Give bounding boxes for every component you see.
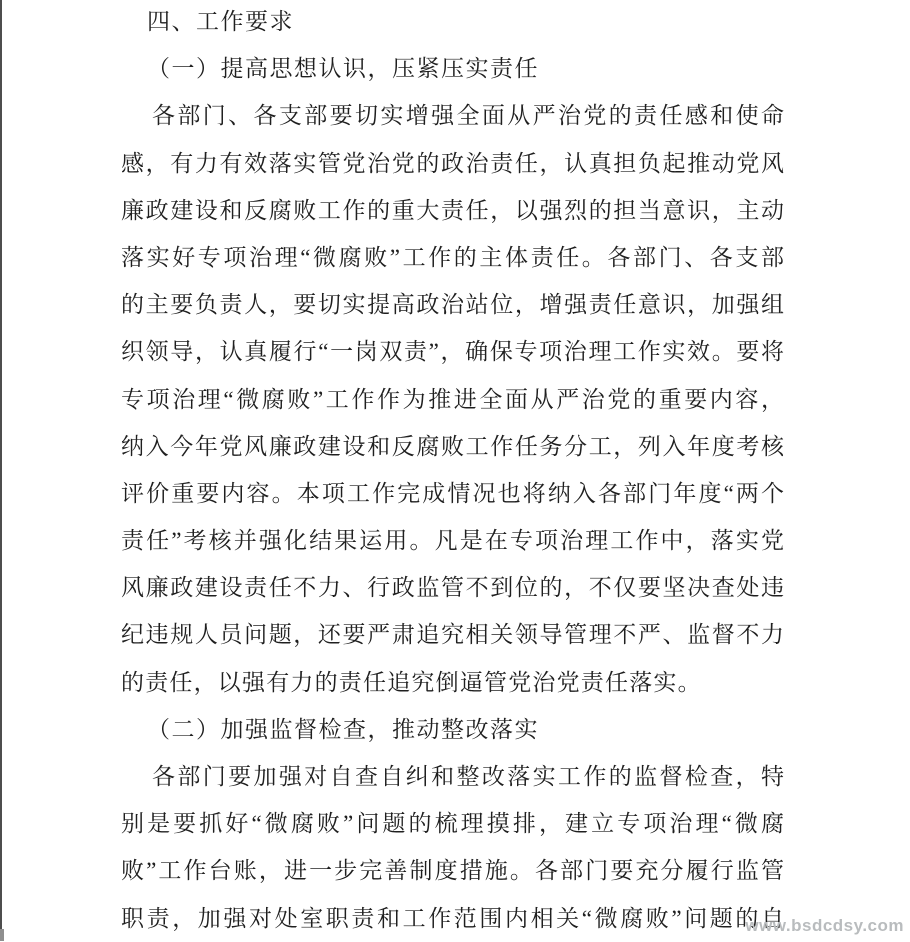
subsection-heading-1: （一）提高思想认识，压紧压实责任 [147, 56, 539, 82]
body-line: 别是要抓好“微腐败”问题的梳理摸排，建立专项治理“微腐 [121, 811, 784, 837]
body-line: 各部门、各支部要切实增强全面从严治党的责任感和使命 [152, 103, 784, 129]
body-line: 的责任，以强有力的责任追究倒逼管党治党责任落实。 [121, 669, 702, 695]
section-heading: 四、工作要求 [147, 9, 294, 34]
body-line: 廉政建设和反腐败工作的重大责任，以强烈的担当意识，主动 [121, 197, 784, 223]
body-line: 责任”考核并强化结果运用。凡是在专项治理工作中，落实党 [121, 528, 784, 554]
body-line: 纪违规人员问题，还要严肃追究相关领导管理不严、监督不力 [121, 622, 784, 648]
body-line: 各部门要加强对自查自纠和整改落实工作的监督检查，特 [152, 764, 784, 789]
body-line: 评价重要内容。本项工作完成情况也将纳入各部门年度“两个 [121, 480, 784, 506]
body-line: 织领导，认真履行“一岗双责”，确保专项治理工作实效。要将 [121, 339, 784, 365]
body-line: 专项治理“微腐败”工作作为推进全面从严治党的重要内容， [121, 386, 784, 412]
body-line: 的主要负责人，要切实提高政治站位，增强责任意识，加强组 [121, 292, 784, 318]
bottom-left-scan-artifact [0, 929, 4, 941]
watermark-text: www.bsdcdsy.com [745, 916, 904, 935]
body-line: 感，有力有效落实管党治党的政治责任，认真担负起推动党风 [121, 150, 784, 176]
body-line: 落实好专项治理“微腐败”工作的主体责任。各部门、各支部 [121, 244, 784, 270]
body-line: 败”工作台账，进一步完善制度措施。各部门要充分履行监管 [121, 858, 784, 884]
subsection-heading-2: （二）加强监督检查，推动整改落实 [147, 716, 539, 742]
left-scan-edge-bar [0, 0, 2, 941]
body-line: 纳入今年党风廉政建设和反腐败工作任务分工，列入年度考核 [121, 433, 784, 459]
body-line: 风廉政建设责任不力、行政监管不到位的，不仅要坚决查处违 [121, 575, 784, 601]
document-text-block [121, 0, 784, 942]
body-line: 职责，加强对处室职责和工作范围内相关“微腐败”问题的自 [121, 905, 784, 931]
